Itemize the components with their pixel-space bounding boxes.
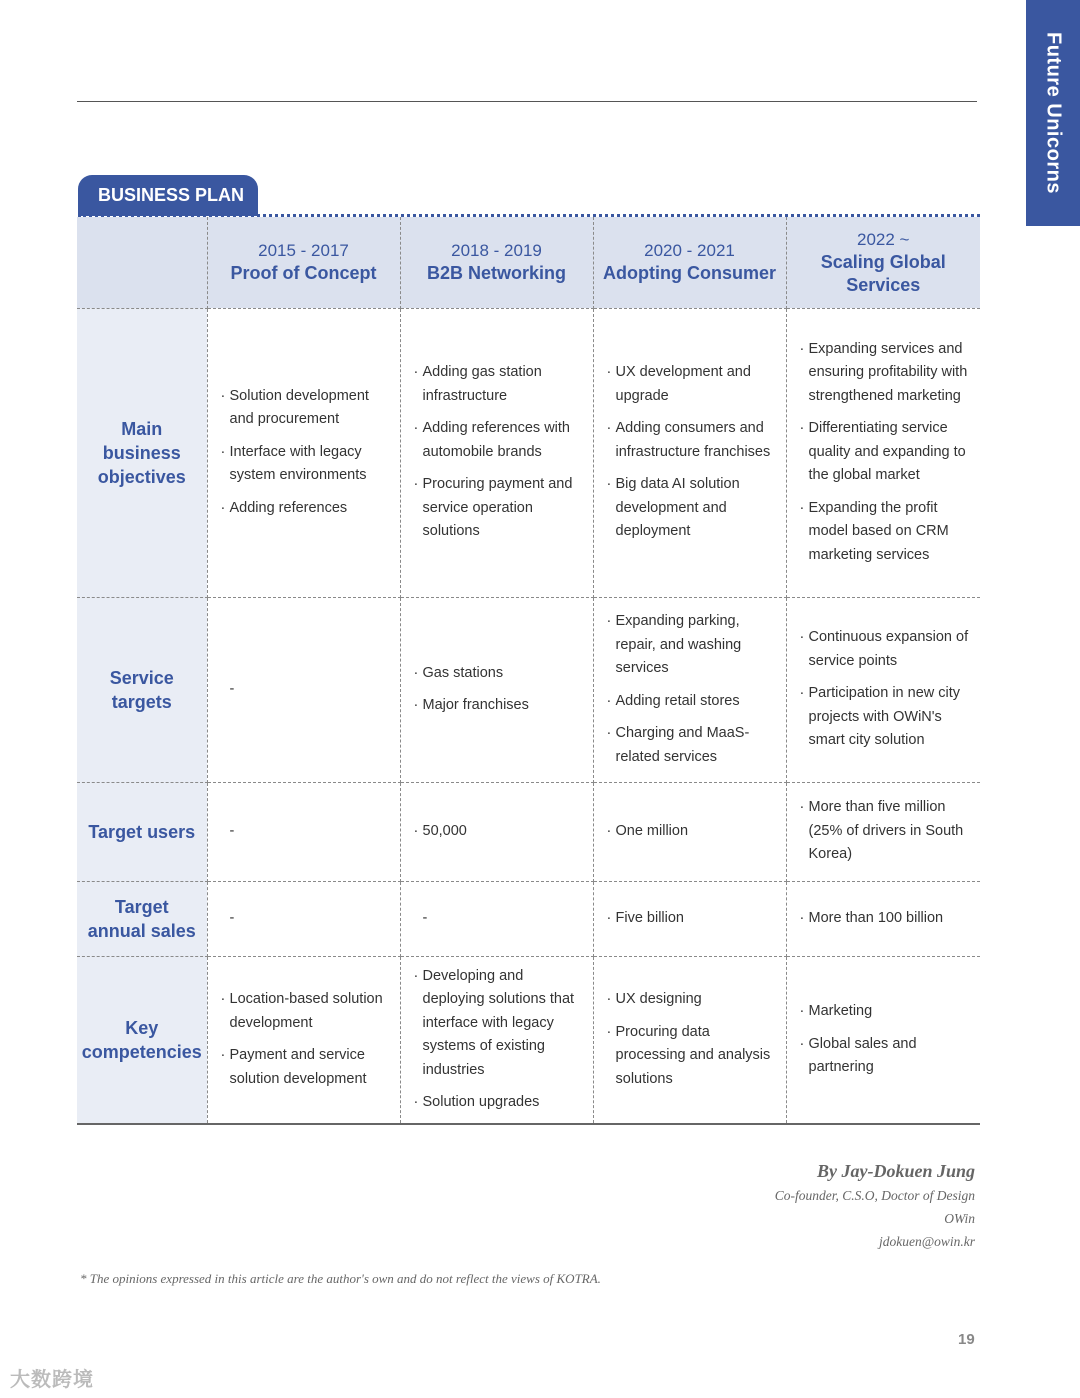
table-cell (593, 308, 786, 597)
table-cell (786, 597, 980, 782)
list-item: · Differentiating service quality and expanding to the global market (809, 417, 975, 488)
table-row (77, 308, 980, 597)
table-cell (786, 308, 980, 597)
column-header: 2018 - 2019 B2B Networking (400, 217, 593, 308)
list-item: · Adding references (230, 497, 394, 521)
column-header: 2022 ~ Scaling Global Services (786, 217, 980, 308)
list-item: · Expanding parking, repair, and washing services (616, 610, 780, 681)
side-tab-label: Future Unicorns (1042, 32, 1065, 194)
table-cell (400, 782, 593, 881)
list-item: · 50,000 (423, 820, 587, 844)
business-plan-title: BUSINESS PLAN (98, 185, 245, 205)
section-side-tab (1026, 0, 1080, 226)
header-corner (77, 217, 207, 308)
table-cell (400, 308, 593, 597)
table-cell (786, 881, 980, 956)
table-cell: - (207, 881, 400, 956)
list-item: · UX designing (616, 988, 780, 1012)
watermark-logo: 大数跨境 (10, 1369, 94, 1391)
table-cell (400, 597, 593, 782)
column-header: 2020 - 2021 Adopting Consumer (593, 217, 786, 308)
row-label: Service targets (77, 597, 207, 782)
table-cell: - (207, 597, 400, 782)
table-cell (207, 956, 400, 1124)
list-item: · Gas stations (423, 662, 587, 686)
list-item: · Payment and service solution development (230, 1044, 394, 1091)
business-plan-table (77, 217, 980, 1125)
table-row (77, 782, 980, 881)
list-item: · Location-based solution development (230, 988, 394, 1035)
table-row (77, 956, 980, 1124)
table-cell: - (207, 782, 400, 881)
list-item: · Global sales and partnering (809, 1033, 975, 1080)
table-cell: - (400, 881, 593, 956)
list-item: · Developing and deploying solutions that interface with legacy systems of existing industries (423, 965, 587, 1083)
row-label: Main business objectives (77, 308, 207, 597)
column-header: 2015 - 2017 Proof of Concept (207, 217, 400, 308)
list-item: · Charging and MaaS-related services (616, 722, 780, 769)
table-row (77, 881, 980, 956)
list-item: · Marketing (809, 1000, 975, 1024)
table-cell (593, 782, 786, 881)
list-item: · One million (616, 820, 780, 844)
list-item: · Solution upgrades (423, 1091, 587, 1115)
list-item: · Continuous expansion of service points (809, 626, 975, 673)
row-label: Target users (77, 782, 207, 881)
list-item: · Interface with legacy system environments (230, 441, 394, 488)
list-item: · Solution development and procurement (230, 385, 394, 432)
author-byline (775, 1158, 975, 1253)
list-item: · Expanding the profit model based on CRM marketing services (809, 497, 975, 568)
table-cell (786, 782, 980, 881)
table-cell (593, 956, 786, 1124)
author-title: Co-founder, C.S.O, Doctor of Design (774, 1188, 975, 1203)
list-item: · Big data AI solution development and deployment (616, 473, 780, 544)
page-number: 19 (958, 1331, 975, 1348)
table-cell (207, 308, 400, 597)
table-cell (786, 956, 980, 1124)
list-item: · Adding consumers and infrastructure franchises (616, 417, 780, 464)
top-divider (77, 101, 977, 102)
list-item: · Adding gas station infrastructure (423, 361, 587, 408)
author-email: jdokuen@owin.kr (878, 1234, 975, 1249)
author-company: OWin (944, 1211, 975, 1226)
list-item: · UX development and upgrade (616, 361, 780, 408)
row-label: Target annual sales (77, 881, 207, 956)
list-item: · Procuring data processing and analysis solutions (616, 1021, 780, 1092)
list-item: · Adding retail stores (616, 690, 780, 714)
list-item: · Procuring payment and service operation solutions (423, 473, 587, 544)
list-item: · Expanding services and ensuring profitability with strengthened marketing (809, 338, 975, 409)
list-item: · More than five million (25% of drivers in South Korea) (809, 796, 975, 867)
list-item: · Major franchises (423, 694, 587, 718)
table-cell (400, 956, 593, 1124)
table-cell (593, 597, 786, 782)
list-item: · Five billion (616, 907, 780, 931)
header-row (77, 217, 980, 308)
list-item: · More than 100 billion (809, 907, 975, 931)
business-plan-tab (78, 175, 258, 216)
table-row (77, 597, 980, 782)
row-label: Key competencies (77, 956, 207, 1124)
list-item: · Adding references with automobile brands (423, 417, 587, 464)
author-name: By Jay-Dokuen Jung (816, 1161, 975, 1181)
list-item: · Participation in new city projects with OWiN's smart city solution (809, 682, 975, 753)
disclaimer-footnote: * The opinions expressed in this article are the author's own and do not reflect the views of KOTRA. (80, 1271, 601, 1286)
table-cell (593, 881, 786, 956)
